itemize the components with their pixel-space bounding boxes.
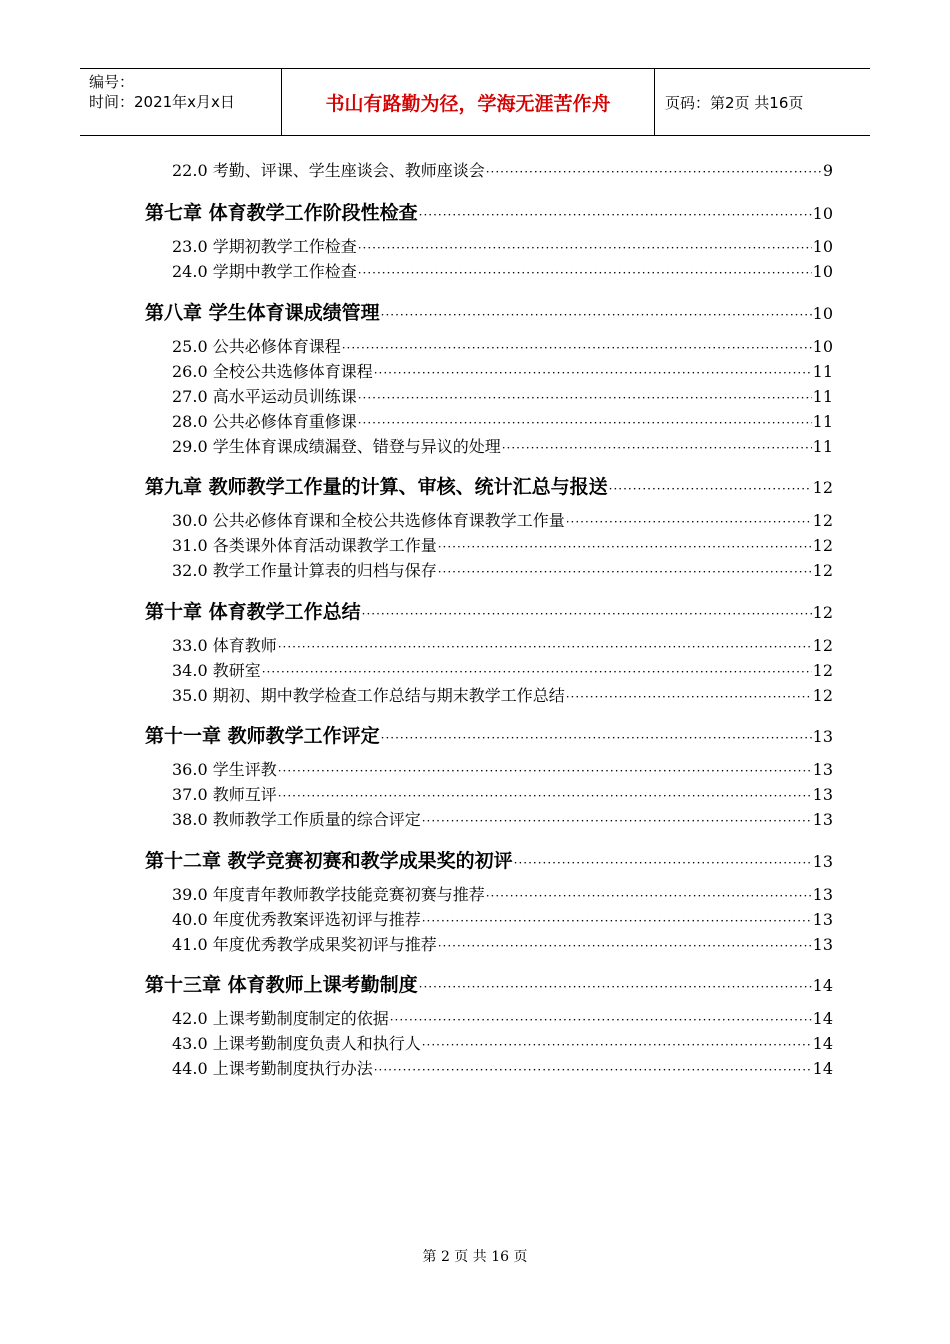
toc-dot-leader bbox=[486, 889, 812, 903]
toc-dot-leader bbox=[358, 241, 812, 255]
toc-entry-title: 35.0 期初、期中教学检查工作总结与期末教学工作总结 bbox=[172, 686, 565, 705]
toc-dot-leader bbox=[358, 266, 812, 280]
toc-entry-title: 28.0 公共必修体育重修课 bbox=[172, 412, 357, 431]
toc-entry-page: 12 bbox=[812, 686, 833, 705]
toc-dot-leader bbox=[438, 939, 812, 953]
toc-section[interactable] bbox=[172, 359, 833, 382]
toc-section[interactable] bbox=[172, 907, 833, 930]
page-header bbox=[80, 68, 870, 136]
toc-section[interactable] bbox=[172, 782, 833, 805]
toc-section[interactable] bbox=[172, 158, 833, 181]
toc-entry-page: 11 bbox=[812, 362, 833, 381]
toc-entry-title: 30.0 公共必修体育课和全校公共选修体育课教学工作量 bbox=[172, 511, 565, 530]
toc-dot-leader bbox=[390, 1013, 812, 1027]
toc-dot-leader bbox=[566, 690, 812, 704]
toc-entry-page: 12 bbox=[812, 478, 833, 497]
toc-entry-page: 13 bbox=[812, 785, 833, 804]
document-number-label: 编号： bbox=[89, 73, 135, 91]
toc-section[interactable] bbox=[172, 558, 833, 581]
toc-entry-page: 12 bbox=[812, 636, 833, 655]
toc-dot-leader bbox=[422, 814, 812, 828]
toc-entry-title: 27.0 高水平运动员训练课 bbox=[172, 387, 357, 406]
toc-dot-leader bbox=[609, 482, 812, 496]
toc-entry-title: 第十三章 体育教师上课考勤制度 bbox=[145, 974, 418, 996]
toc-section[interactable] bbox=[172, 932, 833, 955]
toc-dot-leader bbox=[374, 366, 812, 380]
toc-chapter[interactable] bbox=[145, 472, 833, 499]
toc-dot-leader bbox=[374, 1063, 812, 1077]
toc-chapter[interactable] bbox=[145, 721, 833, 748]
toc-entry-title: 33.0 体育教师 bbox=[172, 636, 277, 655]
toc-entry-page: 13 bbox=[812, 727, 833, 746]
toc-section[interactable] bbox=[172, 533, 833, 556]
toc-entry-title: 第十章 体育教学工作总结 bbox=[145, 601, 361, 623]
toc-entry-title: 38.0 教师教学工作质量的综合评定 bbox=[172, 810, 421, 829]
toc-chapter[interactable] bbox=[145, 298, 833, 325]
toc-entry-page: 13 bbox=[812, 910, 833, 929]
toc-entry-page: 14 bbox=[812, 1059, 833, 1078]
toc-section[interactable] bbox=[172, 1006, 833, 1029]
toc-entry-title: 24.0 学期中教学工作检查 bbox=[172, 262, 357, 281]
toc-entry-page: 13 bbox=[812, 885, 833, 904]
toc-dot-leader bbox=[514, 856, 812, 870]
toc-entry-title: 第九章 教师教学工作量的计算、审核、统计汇总与报送 bbox=[145, 476, 608, 498]
toc-dot-leader bbox=[419, 980, 812, 994]
toc-section[interactable] bbox=[172, 807, 833, 830]
toc-entry-title: 25.0 公共必修体育课程 bbox=[172, 337, 341, 356]
toc-section[interactable] bbox=[172, 508, 833, 531]
toc-chapter[interactable] bbox=[145, 970, 833, 997]
toc-section[interactable] bbox=[172, 633, 833, 656]
toc-entry-title: 39.0 年度青年教师教学技能竞赛初赛与推荐 bbox=[172, 885, 485, 904]
toc-entry-page: 10 bbox=[812, 237, 833, 256]
toc-section[interactable] bbox=[172, 658, 833, 681]
toc-section[interactable] bbox=[172, 434, 833, 457]
toc-entry-title: 40.0 年度优秀教案评选初评与推荐 bbox=[172, 910, 421, 929]
toc-dot-leader bbox=[438, 565, 812, 579]
toc-dot-leader bbox=[422, 914, 812, 928]
toc-entry-title: 32.0 教学工作量计算表的归档与保存 bbox=[172, 561, 437, 580]
toc-entry-page: 10 bbox=[812, 337, 833, 356]
toc-section[interactable] bbox=[172, 1031, 833, 1054]
toc-dot-leader bbox=[278, 640, 812, 654]
toc-entry-title: 29.0 学生体育课成绩漏登、错登与异议的处理 bbox=[172, 437, 501, 456]
toc-entry-page: 13 bbox=[812, 935, 833, 954]
toc-entry-title: 34.0 教研室 bbox=[172, 661, 261, 680]
toc-dot-leader bbox=[419, 208, 812, 222]
toc-entry-title: 31.0 各类课外体育活动课教学工作量 bbox=[172, 536, 437, 555]
header-page-info: 页码：第2页 共16页 bbox=[665, 93, 804, 112]
toc-dot-leader bbox=[381, 731, 812, 745]
toc-section[interactable] bbox=[172, 683, 833, 706]
toc-entry-title: 41.0 年度优秀教学成果奖初评与推荐 bbox=[172, 935, 437, 954]
toc-section[interactable] bbox=[172, 409, 833, 432]
toc-entry-title: 36.0 学生评教 bbox=[172, 760, 277, 779]
toc-entry-page: 10 bbox=[812, 262, 833, 281]
toc-dot-leader bbox=[486, 165, 822, 179]
toc-entry-page: 10 bbox=[812, 304, 833, 323]
toc-entry-page: 14 bbox=[812, 1009, 833, 1028]
toc-section[interactable] bbox=[172, 234, 833, 257]
toc-entry-page: 12 bbox=[812, 661, 833, 680]
toc-dot-leader bbox=[438, 540, 812, 554]
toc-dot-leader bbox=[362, 607, 812, 621]
toc-entry-title: 42.0 上课考勤制度制定的依据 bbox=[172, 1009, 389, 1028]
toc-chapter[interactable] bbox=[145, 846, 833, 873]
toc-dot-leader bbox=[422, 1038, 812, 1052]
toc-section[interactable] bbox=[172, 259, 833, 282]
toc-entry-page: 12 bbox=[812, 511, 833, 530]
toc-dot-leader bbox=[358, 391, 812, 405]
toc-entry-page: 12 bbox=[812, 561, 833, 580]
toc-section[interactable] bbox=[172, 757, 833, 780]
header-meta bbox=[80, 69, 282, 135]
toc-entry-page: 11 bbox=[812, 412, 833, 431]
toc-entry-page: 9 bbox=[822, 161, 833, 180]
toc-entry-page: 12 bbox=[812, 536, 833, 555]
toc-entry-title: 37.0 教师互评 bbox=[172, 785, 277, 804]
toc-section[interactable] bbox=[172, 1056, 833, 1079]
toc-section[interactable] bbox=[172, 334, 833, 357]
toc-entry-title: 43.0 上课考勤制度负责人和执行人 bbox=[172, 1034, 421, 1053]
toc-dot-leader bbox=[502, 441, 812, 455]
toc-section[interactable] bbox=[172, 882, 833, 905]
toc-entry-page: 14 bbox=[812, 1034, 833, 1053]
toc-entry-title: 22.0 考勤、评课、学生座谈会、教师座谈会 bbox=[172, 161, 485, 180]
toc-section[interactable] bbox=[172, 384, 833, 407]
toc-entry-title: 第十二章 教学竞赛初赛和教学成果奖的初评 bbox=[145, 850, 513, 872]
toc-entry-page: 13 bbox=[812, 760, 833, 779]
toc-chapter[interactable] bbox=[145, 597, 833, 624]
toc-dot-leader bbox=[381, 308, 812, 322]
toc-entry-page: 11 bbox=[812, 437, 833, 456]
toc-dot-leader bbox=[342, 341, 812, 355]
toc-entry-title: 第八章 学生体育课成绩管理 bbox=[145, 302, 380, 324]
toc-dot-leader bbox=[566, 515, 812, 529]
toc-dot-leader bbox=[278, 764, 812, 778]
toc-entry-title: 第十一章 教师教学工作评定 bbox=[145, 725, 380, 747]
toc-dot-leader bbox=[358, 416, 812, 430]
toc-entry-title: 23.0 学期初教学工作检查 bbox=[172, 237, 357, 256]
toc-entry-page: 13 bbox=[812, 852, 833, 871]
toc-entry-page: 14 bbox=[812, 976, 833, 995]
document-time-label: 时间：2021年x月x日 bbox=[89, 93, 235, 111]
toc-entry-title: 44.0 上课考勤制度执行办法 bbox=[172, 1059, 373, 1078]
page-footer: 第 2 页 共 16 页 bbox=[422, 1249, 528, 1265]
toc-dot-leader bbox=[262, 665, 812, 679]
toc-entry-page: 12 bbox=[812, 603, 833, 622]
toc-entry-title: 26.0 全校公共选修体育课程 bbox=[172, 362, 373, 381]
toc-entry-page: 10 bbox=[812, 204, 833, 223]
toc-entry-title: 第七章 体育教学工作阶段性检查 bbox=[145, 202, 418, 224]
toc-entry-page: 13 bbox=[812, 810, 833, 829]
header-motto: 书山有路勤为径，学海无涯苦作舟 bbox=[282, 69, 655, 135]
toc-entry-page: 11 bbox=[812, 387, 833, 406]
toc-chapter[interactable] bbox=[145, 198, 833, 225]
toc-dot-leader bbox=[278, 789, 812, 803]
